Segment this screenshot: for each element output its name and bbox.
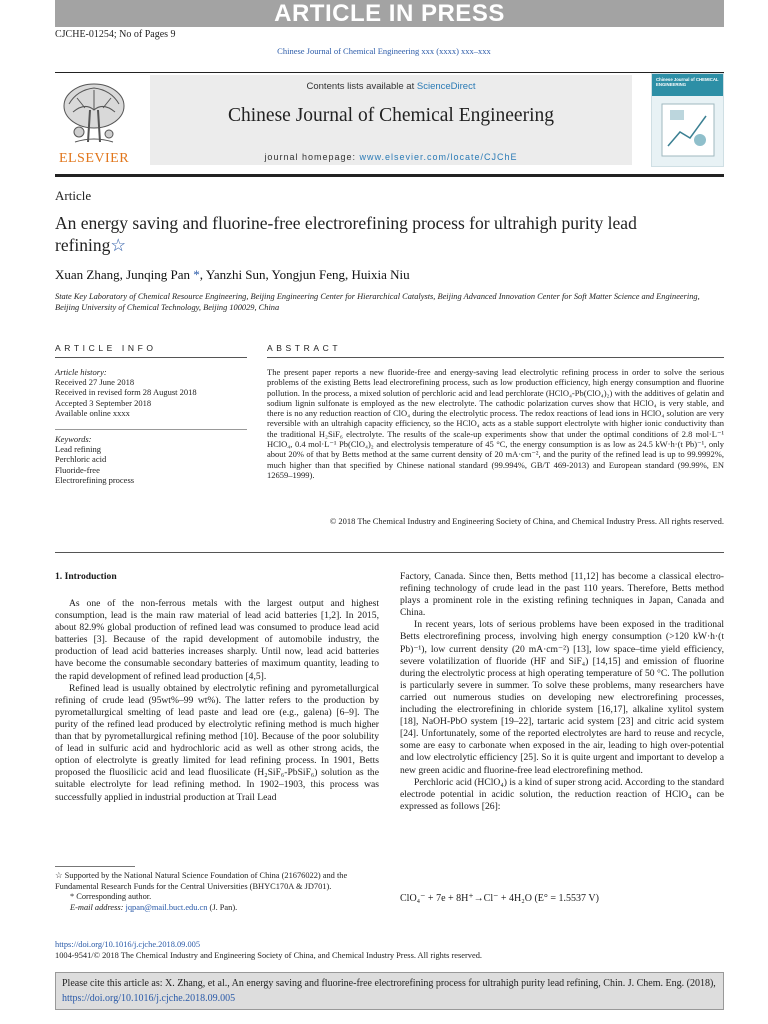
journal-name: Chinese Journal of Chemical Engineering xyxy=(228,105,554,126)
intro-paragraph-3: In recent years, lots of serious problems have been exposed in the traditional Betts electrorefining process, involving high energy consumption (>120 kW·h·(t Pb)⁻¹), low current density (20 mA·cm⁻²) [13], low space–time yield efficiency, severe volatilization of fluoride (HF and SiF₄) [14,15] and emission of fluorine during the electrolytic process at high operating temperature of 50 °C. The pollution is particularly severe in summer. To solve these problems, many researchers have carried out numerous studies on developing new electrorefining processes, including the electrorefining in chloride system [16,17], alkaline xylitol system [18], NaOH-PbO system [19–22], tartaric acid system [23] and citric acid system [24]. Unfortunately, some of the reported electrolytes are hard to reuse and recycle, some are easy to carbonate when exposed in the air, leading to high over-potential and low electrolytic efficiency [25]. So it is quite urgent and important to develop a new green acidic and fluorine-free lead electrorefining method. xyxy=(400,619,724,776)
abstract-text: The present paper reports a new fluoride-free and energy-saving lead electrolytic refining process in order to solve the serious problems of the existing Betts lead electrorefining process, such as low production efficiency, high energy consumption and fluorine pollution. In the process, a mixed solution of perchloric acid and lead perchlorate (HClO₄-Pb(ClO₄)₂) with the additives of gelatin and sodium lignin sulfonate is employed as the new electrolyte. The cathodic polarization curves show that HClO₄ is very stable, and there is no any reduction reaction of ClO₄ during the electrolytic process. The redox reactions of lead ions in HClO₄ solution are very reversible with an ultrahigh capacity efficiency, so the HClO₄ acts as a stable support electrolyte with higher ionic conductivity than the traditional H₂SiF₆ electrolyte. The results of the scale-up experiments show that under the optimal conditions of 2.8 mol·L⁻¹ HClO₄, 0.4 mol·L⁻¹ Pb(ClO₄)₂ and electrolysis temperature of 45 °C, the energy consumption is as low as 24.5 kW·h·(t Pb)⁻¹, only about 20% of that by Betts method at the same current density of 20 mA·cm⁻², and the purity of the refined lead is up to 99.9992%, much higher than that specified by Chinese national standard (99.994%, GB/T 469-2013) and European standard (99.99%, EN 12659–1999). xyxy=(267,367,724,480)
header-rule-top xyxy=(55,72,724,73)
intro-paragraph-1: As one of the non-ferrous metals with the largest output and highest consumption, lead is the main raw material of lead acid batteries [1,2]. In 2015, about 82.9% global production of refined lead was consumed to produce lead acid batteries [3]. Because of the rapid development of automobile industry, the production of lead acid batteries increases sharply. Until now, lead acid batteries have become the consumable secondary batteries of maximum quantity, leading to the rapid development of refined lead production [4,5]. xyxy=(55,598,379,682)
intro-right-column xyxy=(400,571,724,813)
affiliation: State Key Laboratory of Chemical Resource Engineering, Beijing Engineering Center for Hierarchical Catalysts, Beijing Advanced Innovation Center for Soft Matter Science and Engineering, Beijing University of Chemical Technology, Beijing 100029, China xyxy=(55,292,700,312)
header-rule-thick xyxy=(55,174,724,177)
article-in-press-banner xyxy=(55,0,724,27)
keyword-item: Electrorefining process xyxy=(55,474,135,485)
cover-figure-icon xyxy=(660,102,716,158)
journal-homepage-line: journal homepage: www.elsevier.com/locate/CJChE xyxy=(264,152,518,162)
issn-copyright-line: 1004-9541/© 2018 The Chemical Industry and Engineering Society of China, and Chemical Industry Press. All rights reserved. xyxy=(55,951,482,960)
elsevier-wordmark: ELSEVIER xyxy=(58,151,130,166)
cover-title: Chinese Journal of CHEMICAL ENGINEERING xyxy=(656,77,719,87)
journal-cover-thumbnail[interactable] xyxy=(651,73,724,167)
sciencedirect-link[interactable]: ScienceDirect xyxy=(416,81,476,92)
citation-text: Please cite this article as: X. Zhang, et al., An energy saving and fluorine-free electrorefining process for ultrahigh purity lead refining, Chin. J. Chem. Eng. (2018), xyxy=(62,978,716,989)
article-title: An energy saving and fluorine-free electrorefining process for ultrahigh purity lead refining☆ xyxy=(55,213,637,255)
history-divider xyxy=(55,429,247,430)
document-code: CJCHE-01254; No of Pages 9 xyxy=(55,29,176,40)
intro-paragraph-2: Refined lead is usually obtained by electrolytic refining and pyrometallurgical refining of crude lead (95wt%–99 wt%). The latter refers to the production by pyrometallurgical smelting of lead paste and lead ore (e.g., galena) [6–9]. The purity of the refined lead produced by electrolytic refining method is much higher than that by pyrometallurgical refining method [10]. Because of the poor solubility of lead in sulfuric acid and hydrochloric acid as well as other strong acids, the option of electrolyte is greatly limited for lead refining process. In 1901, Betts proposed the fluosilicic acid and lead fluosilicate (H₂SiF₆-PbSiF₆) solution as the suitable electrolyte for lead refining method. In 1902–1903, this process was successfully applied in industrial production at Trail Lead xyxy=(55,682,379,803)
email-line: E-mail address: jqpan@mail.buct.edu.cn (J. Pan). xyxy=(70,902,238,912)
corresponding-author-mark[interactable]: * xyxy=(193,267,200,282)
abstract-copyright: © 2018 The Chemical Industry and Engineering Society of China, and Chemical Industry Press. All rights reserved. xyxy=(329,516,724,526)
citation-box xyxy=(55,972,724,1010)
article-history: Article history: Received 27 June 2018 Received in revised form 28 August 2018 Accepted 3 September 2018 Available online xxxx xyxy=(55,367,197,418)
intro-paragraph-2-cont: Factory, Canada. Since then, Betts method [11,12] has become a classical electro-refining technology of crude lead in the past 110 years. Therefore, Betts method plays a prominent role in the existing refining techniques in Japan, Canada and China. xyxy=(400,571,724,619)
journal-reference-link[interactable]: Chinese Journal of Chemical Engineering xxx (xxxx) xxx–xxx xyxy=(277,46,491,56)
author-email-link[interactable]: jqpan@mail.buct.edu.cn xyxy=(125,902,208,912)
intro-paragraph-4: Perchloric acid (HClO₄) is a kind of super strong acid. According to the standard electrode potential in acidic solution, the reduction reaction of HClO₄ can be expressed as follows [26]: xyxy=(400,776,724,812)
keyword-item: Lead refining xyxy=(55,444,102,455)
article-type: Article xyxy=(55,188,92,203)
abstract-rule xyxy=(267,357,724,358)
journal-homepage-link[interactable]: www.elsevier.com/locate/CJChE xyxy=(359,152,518,162)
introduction-heading: 1. Introduction xyxy=(55,571,117,582)
abstract-bottom-rule xyxy=(55,552,724,553)
intro-left-column xyxy=(55,598,379,804)
doi-link[interactable]: https://doi.org/10.1016/j.cjche.2018.09.005 xyxy=(55,940,201,949)
keyword-item: Fluoride-free xyxy=(55,464,100,475)
corresponding-author-note: * Corresponding author. xyxy=(70,892,152,901)
article-info-rule xyxy=(55,357,247,358)
funding-footnote: ☆ Supported by the National Natural Science Foundation of China (21676022) and the Fundamental Research Funds for the Central Universities (BHYC170A & JD701). xyxy=(55,871,348,891)
author-list: Xuan Zhang, Junqing Pan *, Yanzhi Sun, Yongjun Feng, Huixia Niu xyxy=(55,267,410,282)
contents-available-line: Contents lists available at ScienceDirect xyxy=(306,81,476,92)
reduction-equation: ClO₄⁻ + 7e + 8H⁺→Cl⁻ + 4H₂O (E° = 1.5537 V) xyxy=(400,893,599,904)
banner-text: ARTICLE IN PRESS xyxy=(274,0,505,27)
title-footnote-star[interactable]: ☆ xyxy=(110,235,127,255)
footnotes xyxy=(55,871,385,913)
article-info-heading: ARTICLE INFO xyxy=(55,343,157,353)
citation-doi-link[interactable]: https://doi.org/10.1016/j.cjche.2018.09.005 xyxy=(62,992,236,1004)
keywords: Keywords: Lead refining Perchloric acid Fluoride-free Electrorefining process xyxy=(55,434,245,485)
footnote-rule xyxy=(55,866,135,867)
keyword-item: Perchloric acid xyxy=(55,454,107,465)
journal-masthead xyxy=(150,75,632,165)
abstract-heading: ABSTRACT xyxy=(267,343,342,353)
